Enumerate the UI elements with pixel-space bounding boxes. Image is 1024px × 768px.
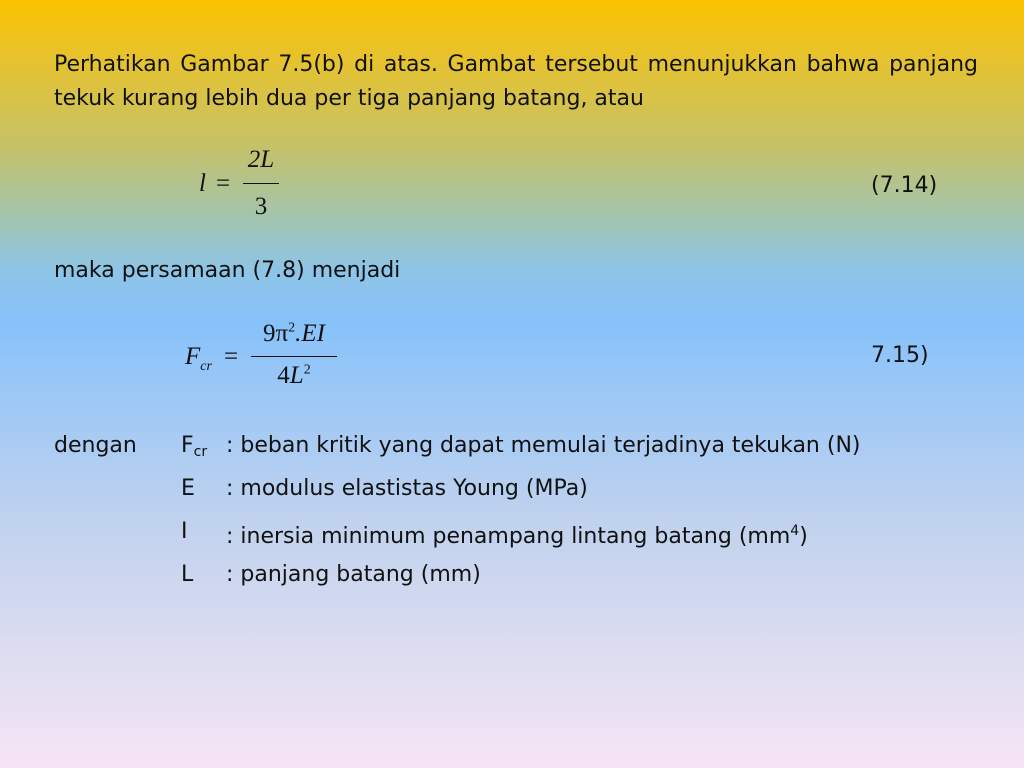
definition-text: : modulus elastistas Young (MPa) — [226, 476, 588, 501]
eq2-lhs: $F_{cr}$ — [185, 343, 212, 374]
definition-text: : panjang batang (mm) — [226, 562, 481, 587]
eq2-numerator: $9\pi^2.EI$ — [263, 320, 325, 347]
intro-paragraph: Perhatikan Gambar 7.5(b) di atas. Gambat tersebut menunjukkan bahwa panjang tekuk kurang lebih dua per tiga panjang batang, atau — [54, 52, 978, 111]
definition-text: : beban kritik yang dapat memulai terjadinya tekukan (N) — [226, 433, 861, 458]
definition-symbol: Fcr — [181, 433, 208, 460]
eq2-fraction-bar — [251, 356, 337, 357]
eq1-numerator: 2L — [247, 146, 275, 173]
definition-symbol: E — [181, 476, 195, 501]
eq1-fraction-bar — [243, 183, 279, 184]
eq2-equals: = — [224, 343, 239, 370]
eq1-number: (7.14) — [871, 173, 938, 198]
definition-symbol: I — [181, 519, 188, 544]
eq1-denominator: 3 — [254, 193, 268, 220]
definition-text: : inersia minimum penampang lintang batang $(mm^4)$ — [226, 523, 808, 549]
eq1-lhs: l — [199, 170, 206, 197]
eq2-number: 7.15) — [871, 343, 929, 368]
definitions-intro: dengan — [54, 433, 137, 458]
definition-symbol: L — [181, 562, 194, 587]
eq2-denominator: $4L^2$ — [277, 362, 311, 389]
transition-paragraph: maka persamaan (7.8) menjadi — [54, 258, 401, 283]
eq1-equals: = — [216, 170, 231, 197]
